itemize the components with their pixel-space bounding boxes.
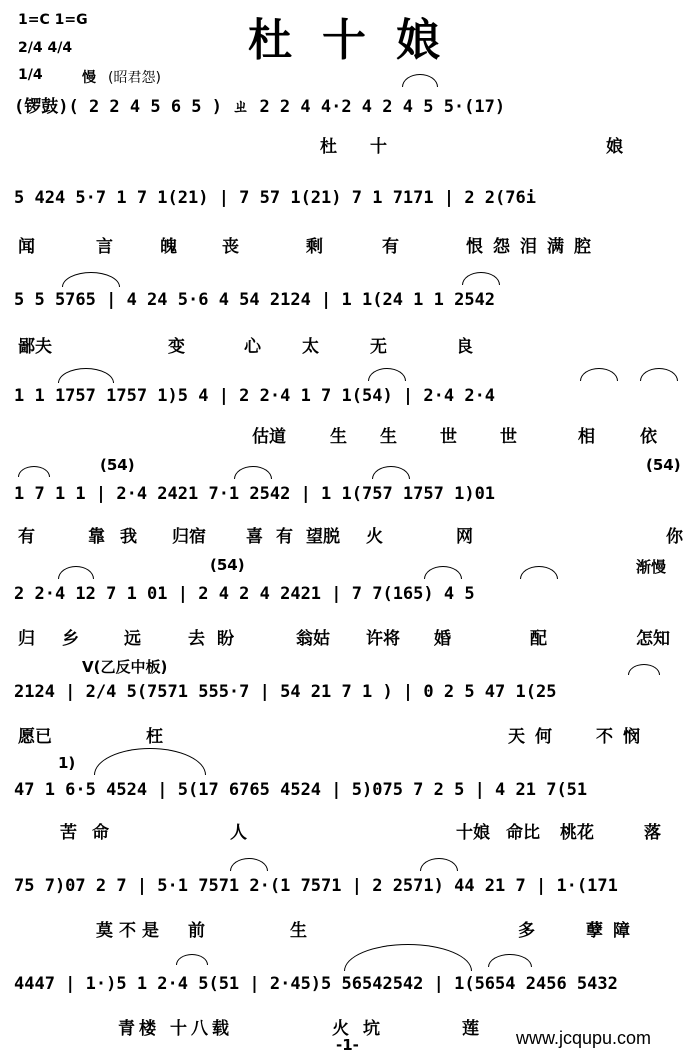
- lyric-1-2: 十: [370, 137, 387, 157]
- page-number: -1-: [336, 1036, 359, 1054]
- lyric-6-4: 去盼: [188, 629, 246, 649]
- music-line-3: 5 5 5765 | 4 24 5·6 4 54 2124 | 1 1(24 1 1 2542: [14, 290, 496, 310]
- annotation-54b: (54): [646, 456, 681, 474]
- lyric-2-3: 魄: [160, 237, 177, 257]
- lyric-6-1: 归: [18, 629, 35, 649]
- slur: [58, 368, 114, 383]
- lyric-7-3: 天何: [508, 727, 562, 747]
- slur: [424, 566, 462, 579]
- lyric-5-10: 你: [666, 527, 683, 547]
- music-line-7: 2124 | 2/4 5(7571 555·7 | 54 21 7 1 ) | 0 2 5 47 1(25: [14, 682, 557, 702]
- tempo-section: V(乙反中板): [82, 658, 168, 676]
- lyric-9-1: 莫不是: [96, 921, 165, 941]
- lyric-7-1: 愿已: [18, 727, 52, 747]
- lyric-6-3: 远: [124, 629, 141, 649]
- lyric-9-5: 孽障: [586, 921, 640, 941]
- lyric-10-2: 十八载: [170, 1019, 233, 1039]
- slur: [372, 466, 410, 479]
- lyric-5-4: 归宿: [172, 527, 206, 547]
- annotation-54: (54): [100, 456, 135, 474]
- lyric-4-6: 相: [578, 427, 595, 447]
- slur: [58, 566, 94, 579]
- key-signature: 1=C 1=G: [18, 12, 88, 28]
- watermark: www.jcqupu.com: [516, 1028, 652, 1048]
- lyric-5-3: 我: [120, 527, 137, 547]
- lyric-3-3: 心: [244, 337, 261, 357]
- lyric-1-1: 杜: [320, 137, 337, 157]
- lyric-2-4: 丧: [222, 237, 239, 257]
- time-signature: 2/4 4/4: [18, 40, 73, 56]
- slur: [420, 858, 458, 871]
- slur: [94, 748, 206, 775]
- slur: [62, 272, 120, 287]
- tempo-marking: 慢: [82, 70, 96, 86]
- slur: [176, 954, 208, 965]
- lyric-9-2: 前: [188, 921, 205, 941]
- lyric-7-2: 枉: [146, 727, 163, 747]
- lyric-3-4: 太: [302, 337, 319, 357]
- lyric-6-9: 怎知: [636, 629, 670, 649]
- slur: [344, 944, 472, 971]
- slur: [520, 566, 558, 579]
- lyric-6-2: 乡: [62, 629, 79, 649]
- lyric-6-7: 婚: [434, 629, 451, 649]
- lyric-7-4: 不悯: [596, 727, 650, 747]
- annotation-54c: (54): [210, 556, 245, 574]
- lyric-10-4: 莲: [462, 1019, 479, 1039]
- lyric-5-5: 喜: [246, 527, 263, 547]
- lyric-8-7: 落: [644, 823, 661, 843]
- slur: [628, 664, 660, 675]
- slur: [488, 954, 532, 967]
- lyric-9-4: 多: [518, 921, 535, 941]
- lyric-2-5: 剩: [306, 237, 323, 257]
- lyric-2-7: 恨怨泪满腔: [466, 237, 601, 257]
- slur: [640, 368, 678, 381]
- lyric-4-1: 估道: [252, 427, 286, 447]
- lyric-10-3: 火坑: [332, 1019, 394, 1039]
- slur: [580, 368, 618, 381]
- music-line-4: 1 1 1757 1757 1)5 4 | 2 2·4 1 7 1(54) | 2·4 2·4: [14, 386, 496, 406]
- lyric-10-1: 青楼: [118, 1019, 160, 1039]
- lyric-8-2: 命: [92, 823, 109, 843]
- lyric-3-6: 良: [456, 337, 473, 357]
- time-signature-2: 1/4: [18, 67, 43, 83]
- music-line-6: 2 2·4 12 7 1 01 | 2 4 2 4 2421 | 7 7(165) 4 5: [14, 584, 475, 604]
- lyric-9-3: 生: [290, 921, 307, 941]
- slur: [18, 466, 50, 477]
- lyric-8-4: 十娘: [456, 823, 490, 843]
- lyric-4-5: 世: [500, 427, 517, 447]
- lyric-6-8: 配: [530, 629, 547, 649]
- slur: [234, 466, 272, 479]
- lyric-3-5: 无: [370, 337, 387, 357]
- tune-name: (昭君怨): [108, 70, 161, 86]
- lyric-5-2: 靠: [88, 527, 105, 547]
- lyric-5-9: 网: [456, 527, 473, 547]
- lyric-5-1: 有: [18, 527, 35, 547]
- slur: [230, 858, 268, 871]
- lyric-8-3: 人: [230, 823, 247, 843]
- lyric-2-1: 闻: [18, 237, 35, 257]
- music-line-9: 75 7)07 2 7 | 5·1 7571 2·(1 7571 | 2 2571) 44 21 7 | 1·(171: [14, 876, 618, 896]
- annotation-1: 1): [58, 754, 76, 772]
- lyric-3-1: 鄙夫: [18, 337, 52, 357]
- lyric-5-6: 有: [276, 527, 293, 547]
- lyric-4-2: 生: [330, 427, 347, 447]
- lyric-4-3: 生: [380, 427, 397, 447]
- lyric-5-7: 望脱: [306, 527, 340, 547]
- page-title: 杜十娘: [248, 15, 470, 66]
- music-line-5: 1 7 1 1 | 2·4 2421 7·1 2542 | 1 1(757 1757 1)01: [14, 484, 496, 504]
- music-line-8: 47 1 6·5 4524 | 5(17 6765 4524 | 5)075 7 2 5 | 4 21 7(51: [14, 780, 588, 800]
- lyric-6-5: 翁姑: [296, 629, 330, 649]
- music-line-10: 4447 | 1·)5 1 2·4 5(51 | 2·45)5 56542542 | 1(5654 2456 5432: [14, 974, 618, 994]
- lyric-8-1: 苦: [60, 823, 77, 843]
- tempo-change: 渐慢: [636, 558, 667, 576]
- music-line-2: 5 424 5·7 1 7 1(21) | 7 57 1(21) 7 1 7171 | 2 2(76i: [14, 188, 536, 208]
- slur: [462, 272, 500, 285]
- lyric-4-4: 世: [440, 427, 457, 447]
- lyric-6-6: 许将: [366, 629, 400, 649]
- lyric-2-2: 言: [96, 237, 113, 257]
- slur: [368, 368, 406, 381]
- lyric-3-2: 变: [168, 337, 185, 357]
- lyric-5-8: 火: [366, 527, 383, 547]
- slur: [402, 74, 438, 87]
- music-line-1: (锣鼓)( 2 2 4 5 6 5 ) ㄓ 2 2 4 4·2 4 2 4 5 5·(17): [14, 97, 506, 117]
- lyric-2-6: 有: [382, 237, 399, 257]
- lyric-8-5: 命比: [506, 823, 540, 843]
- lyric-1-3: 娘: [606, 137, 623, 157]
- lyric-4-7: 依: [640, 427, 657, 447]
- lyric-8-6: 桃花: [560, 823, 594, 843]
